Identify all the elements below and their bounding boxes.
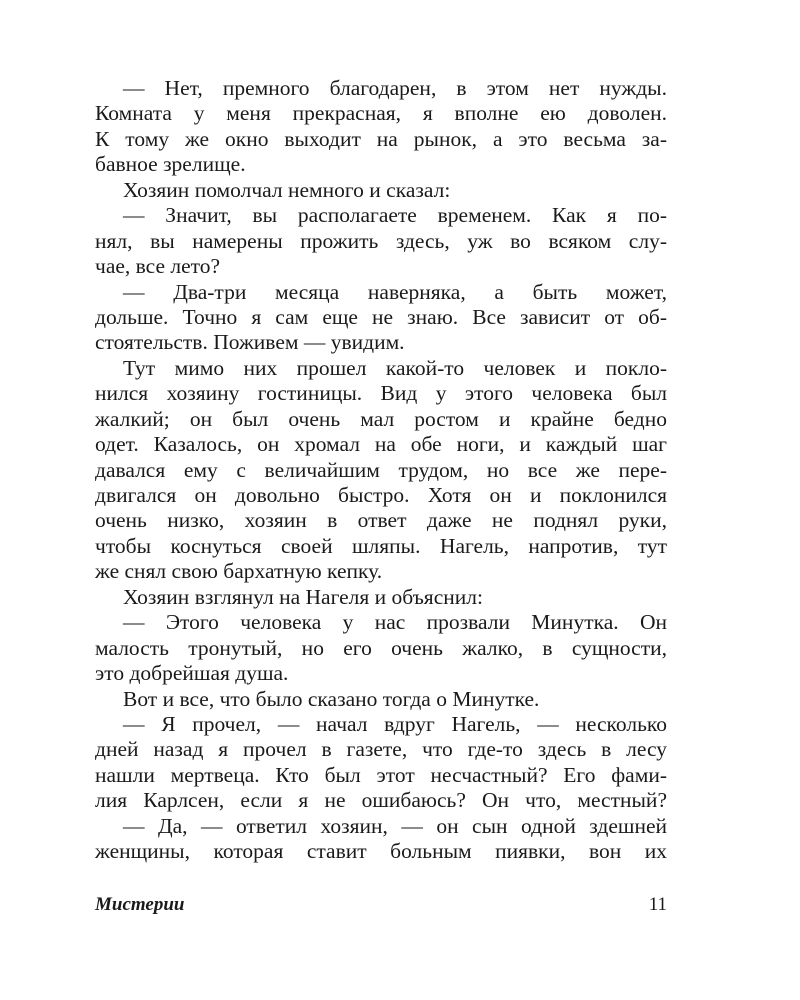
text-line: очень низко, хозяин в ответ даже не поднял руки, [95, 508, 667, 533]
text-line: женщины, которая ставит больным пиявки, вон их [95, 839, 667, 864]
text-line: стоятельств. Поживем — увидим. [95, 330, 405, 355]
text-line: — Два-три месяца наверняка, а быть может, [123, 279, 667, 304]
text-line: это добрейшая душа. [95, 661, 289, 686]
text-line: — Я прочел, — начал вдруг Нагель, — несколько [123, 711, 667, 736]
text-line: — Да, — ответил хозяин, — он сын одной здешней [123, 813, 667, 838]
text-line: Хозяин помолчал немного и сказал: [123, 177, 451, 202]
text-line: нял, вы намерены прожить здесь, уж во всяком слу- [95, 228, 667, 253]
text-line: бавное зрелище. [95, 152, 246, 177]
text-line: чае, все лето? [95, 254, 221, 279]
text-line: К тому же окно выходит на рынок, а это весьма за- [95, 126, 667, 151]
running-footer-title: Мистерии [95, 894, 185, 915]
text-line: одет. Казалось, он хромал на обе ноги, и каждый шаг [95, 432, 667, 457]
text-line: дней назад я прочел в газете, что где-то здесь в лесу [95, 737, 667, 762]
text-line: — Значит, вы располагаете временем. Как я по- [123, 203, 667, 228]
text-line: Комната у меня прекрасная, я вполне ею доволен. [95, 101, 667, 126]
text-line: же снял свою бархатную кепку. [95, 559, 383, 584]
text-line: двигался он довольно быстро. Хотя он и поклонился [95, 483, 667, 507]
text-line: Вот и все, что было сказано тогда о Минутке. [123, 686, 540, 711]
text-line: чтобы коснуться своей шляпы. Нагель, напротив, тут [95, 533, 667, 558]
text-line: лия Карлсен, если я не ошибаюсь? Он что, местный? [95, 788, 667, 813]
text-line: малость тронутый, но его очень жалко, в сущности, [95, 635, 667, 660]
text-line: дольше. Точно я сам еще не знаю. Все зависит от об- [95, 304, 667, 329]
text-line: жалкий; он был очень мал ростом и крайне бедно [95, 406, 667, 431]
text-line: Тут мимо них прошел какой-то человек и покло- [123, 355, 667, 380]
text-line: — Нет, премного благодарен, в этом нет нужды. [123, 76, 667, 100]
text-line: — Этого человека у нас прозвали Минутка. Он [123, 610, 667, 635]
text-line: Хозяин взглянул на Нагеля и объяснил: [123, 584, 483, 609]
text-line: давался ему с величайшим трудом, но все же пере- [95, 457, 667, 482]
text-line: нашли мертвеца. Кто был этот несчастный? Его фами- [95, 762, 667, 787]
text-line: нился хозяину гостиницы. Вид у этого человека был [95, 381, 667, 406]
body-text [95, 76, 667, 865]
page-number: 11 [648, 894, 667, 915]
